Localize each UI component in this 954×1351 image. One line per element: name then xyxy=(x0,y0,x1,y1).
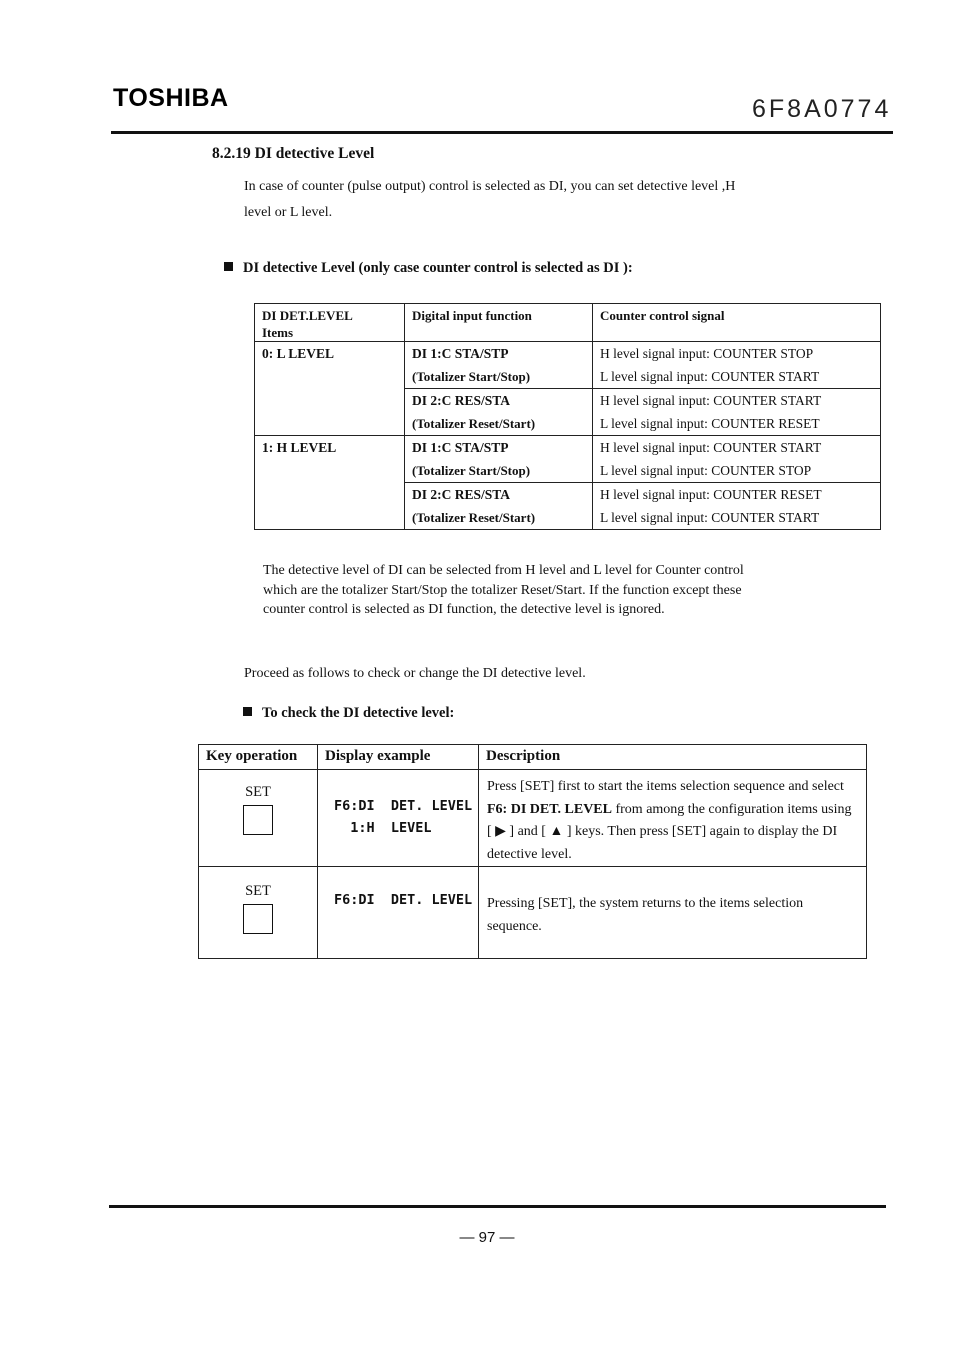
table-header-row xyxy=(199,745,867,770)
level-item: 1: H LEVEL xyxy=(255,436,405,530)
counter-signal: H level signal input: COUNTER STOP L level signal input: COUNTER START xyxy=(593,342,881,389)
table-row xyxy=(255,436,881,483)
table-row xyxy=(199,770,867,867)
detective-level-table xyxy=(254,303,881,530)
key-cell xyxy=(199,770,318,867)
explanation-line: counter control is selected as DI function, the detective level is ignored. xyxy=(263,602,665,617)
set-key-icon xyxy=(243,904,273,934)
description-cell: Press [SET] first to start the items selection sequence and select F6: DI DET. LEVEL from among the configuration items using [ ▶ ] and [ ▲ ] keys. Then press [SET] again to display the DI detective level. xyxy=(479,770,867,867)
counter-signal: H level signal input: COUNTER START L level signal input: COUNTER RESET xyxy=(593,389,881,436)
explanation-paragraph xyxy=(263,561,863,620)
bullet-heading-text: DI detective Level (only case counter control is selected as DI ): xyxy=(243,260,633,276)
header-key-operation: Key operation xyxy=(199,745,318,770)
input-function: DI 1:C STA/STP (Totalizer Start/Stop) xyxy=(405,436,593,483)
intro-line: In case of counter (pulse output) control is selected as DI, you can set detective level ,H xyxy=(244,179,736,194)
header-digital-input: Digital input function xyxy=(405,304,593,342)
procedure-intro: Proceed as follows to check or change the DI detective level. xyxy=(244,666,586,681)
toshiba-logo: TOSHIBA xyxy=(113,84,229,112)
page-number: — 97 — xyxy=(459,1229,515,1246)
bullet-square-icon xyxy=(243,707,252,716)
table-row xyxy=(199,867,867,959)
section-title: 8.2.19 DI detective Level xyxy=(212,145,375,162)
footer-rule xyxy=(109,1205,886,1208)
counter-signal: H level signal input: COUNTER RESET L level signal input: COUNTER START xyxy=(593,483,881,530)
table-row xyxy=(255,342,881,389)
set-key-label: SET xyxy=(245,784,271,800)
description-cell: Pressing [SET], the system returns to the items selection sequence. xyxy=(479,867,867,959)
header-rule xyxy=(111,131,893,134)
header-items: DI DET.LEVEL Items xyxy=(255,304,405,342)
input-function: DI 2:C RES/STA (Totalizer Reset/Start) xyxy=(405,389,593,436)
level-item: 0: L LEVEL xyxy=(255,342,405,436)
bullet-heading-text: To check the DI detective level: xyxy=(262,705,455,721)
key-cell xyxy=(199,867,318,959)
document-number: 6F8A0774 xyxy=(752,95,892,123)
bullet-heading-detective-level xyxy=(224,260,633,277)
input-function: DI 1:C STA/STP (Totalizer Start/Stop) xyxy=(405,342,593,389)
display-example: F6:DI DET. LEVEL 1:H LEVEL xyxy=(318,770,479,867)
counter-signal: H level signal input: COUNTER START L level signal input: COUNTER STOP xyxy=(593,436,881,483)
bullet-heading-check xyxy=(243,705,454,722)
intro-paragraph xyxy=(244,174,864,226)
header-description: Description xyxy=(479,745,867,770)
explanation-line: which are the totalizer Start/Stop the totalizer Reset/Start. If the function except these xyxy=(263,582,742,598)
input-function: DI 2:C RES/STA (Totalizer Reset/Start) xyxy=(405,483,593,530)
display-example: F6:DI DET. LEVEL xyxy=(318,867,479,959)
key-operation-table xyxy=(198,744,867,959)
explanation-line: The detective level of DI can be selected from H level and L level for Counter control xyxy=(263,563,744,578)
header-display-example: Display example xyxy=(318,745,479,770)
set-key-label: SET xyxy=(245,883,271,899)
header-counter-signal: Counter control signal xyxy=(593,304,881,342)
set-key-icon xyxy=(243,805,273,835)
bullet-square-icon xyxy=(224,262,233,271)
table-header-row xyxy=(255,304,881,342)
intro-line: level or L level. xyxy=(244,205,333,220)
